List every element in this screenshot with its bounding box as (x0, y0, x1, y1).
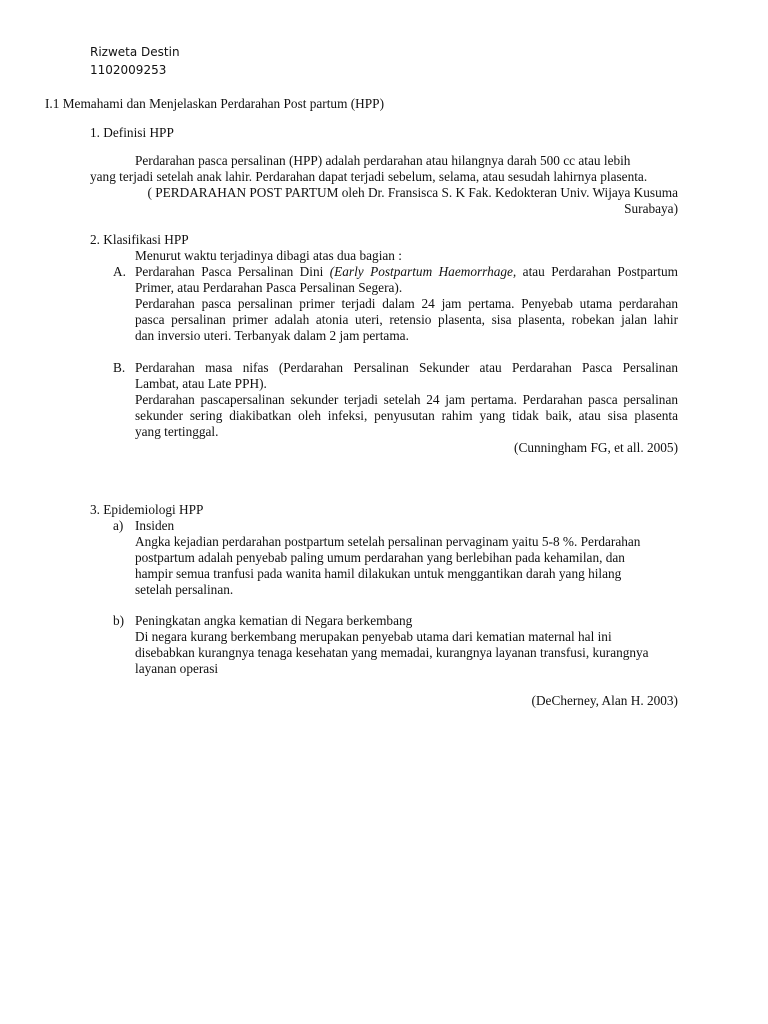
klasifikasi-b-line-5: yang tertinggal. (135, 424, 219, 439)
klasifikasi-b-line-4: sekunder sering diakibatkan oleh infeksi, penyusutan rahim yang tidak baik, atau sisa plasenta (135, 408, 678, 423)
klasifikasi-b-line-3: Perdarahan pascapersalinan sekunder terjadi setelah 24 jam pertama. Perdarahan pasca persalinan (135, 392, 678, 407)
epidemiologi-a-line-1: Angka kejadian perdarahan postpartum setelah persalinan pervaginam yaitu 5-8 %. Perdarahan (135, 534, 641, 549)
klasifikasi-a-line-4: pasca persalinan primer adalah atonia uteri, retensio plasenta, sisa plasenta, robekan jalan lahir (135, 312, 678, 327)
klasifikasi-heading: 2. Klasifikasi HPP (90, 232, 189, 247)
klasifikasi-b-line-1: Perdarahan masa nifas (Perdarahan Persalinan Sekunder atau Perdarahan Pasca Persalinan (135, 360, 678, 375)
epidemiologi-a-line-2: postpartum adalah penyebab paling umum perdarahan yang berlebihan pada kehamilan, dan (135, 550, 625, 565)
epidemiologi-heading: 3. Epidemiologi HPP (90, 502, 204, 517)
epidemiologi-b-line-3: layanan operasi (135, 661, 219, 676)
list-marker-a-lower: a) (113, 518, 124, 533)
epidemiologi-b-title: Peningkatan angka kematian di Negara berkembang (135, 613, 413, 628)
epidemiologi-a-title: Insiden (135, 518, 175, 533)
definisi-citation-line-2: Surabaya) (624, 201, 678, 216)
epidemiologi-b-line-2: disebabkan kurangnya tenaga kesehatan yang memadai, kurangnya layanan transfusi, kurangnya (135, 645, 649, 660)
epidemiologi-a-line-3: hampir semua tranfusi pada wanita hamil dilakukan untuk menggantikan darah yang hilang (135, 566, 622, 581)
klasifikasi-a-line-5: dan inversio uteri. Terbanyak dalam 2 jam pertama. (135, 328, 409, 343)
list-marker-b-lower: b) (113, 613, 125, 628)
student-id: 1102009253 (90, 63, 167, 77)
definisi-heading: 1. Definisi HPP (90, 125, 174, 140)
klasifikasi-citation: (Cunningham FG, et all. 2005) (514, 440, 678, 455)
definisi-line-2: yang terjadi setelah anak lahir. Perdarahan dapat terjadi sebelum, selama, atau sesudah lahirnya plasenta. (90, 169, 648, 184)
definisi-line-1: Perdarahan pasca persalinan (HPP) adalah perdarahan atau hilangnya darah 500 cc atau lebih (135, 153, 631, 168)
author-name: Rizweta Destin (90, 45, 180, 59)
klasifikasi-a-line-1: Perdarahan Pasca Persalinan Dini (Early Postpartum Haemorrhage, atau Perdarahan Postpartum (135, 264, 679, 279)
klasifikasi-intro: Menurut waktu terjadinya dibagi atas dua bagian : (135, 248, 402, 263)
klasifikasi-a-line-2: Primer, atau Perdarahan Pasca Persalinan Segera). (135, 280, 403, 295)
klasifikasi-a-line-3: Perdarahan pasca persalinan primer terjadi dalam 24 jam pertama. Penyebab utama perdarahan (135, 296, 678, 311)
definisi-citation-line-1: ( PERDARAHAN POST PARTUM oleh Dr. Fransisca S. K Fak. Kedokteran Univ. Wijaya Kusuma (147, 185, 678, 200)
epidemiologi-a-line-4: setelah persalinan. (135, 582, 234, 597)
epidemiologi-b-line-1: Di negara kurang berkembang merupakan penyebab utama dari kematian maternal hal ini (135, 629, 612, 644)
list-marker-a: A. (113, 264, 126, 279)
epidemiologi-citation: (DeCherney, Alan H. 2003) (531, 693, 678, 708)
klasifikasi-b-line-2: Lambat, atau Late PPH). (135, 376, 267, 391)
list-marker-b: B. (113, 360, 126, 375)
section-title: I.1 Memahami dan Menjelaskan Perdarahan Post partum (HPP) (45, 96, 384, 111)
